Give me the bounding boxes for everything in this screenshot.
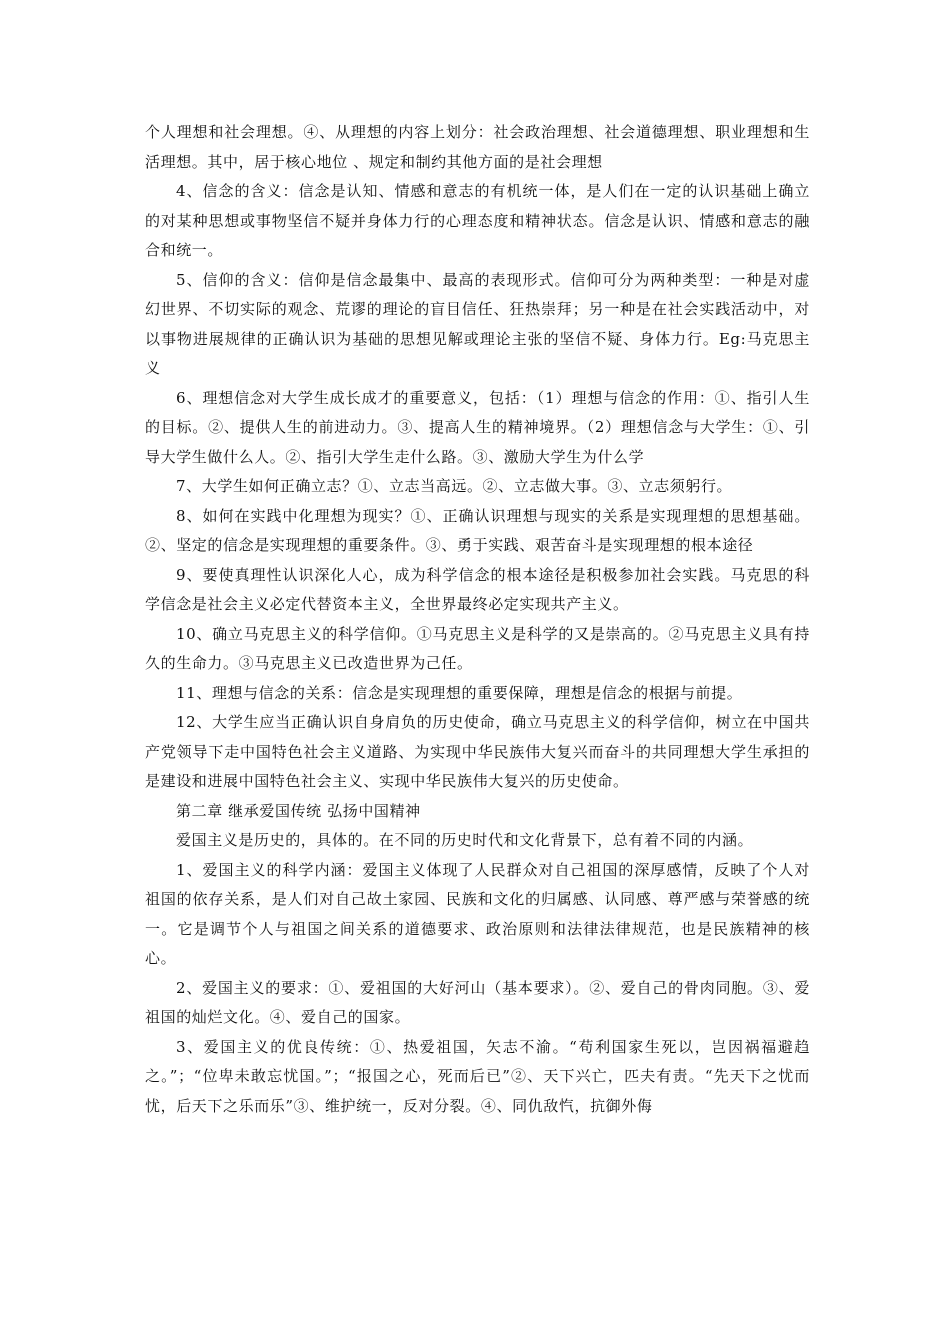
paragraph-setting-goals: 7、大学生如何正确立志？①、立志当高远。②、立志做大事。③、立志须躬行。 [176,477,733,495]
paragraph-ideal-to-reality: 8、如何在实践中化理想为现实？①、正确认识理想与现实的关系是实现理想的思想基础。②、坚定的信念是实现理想的重要条件。③、勇于实践、艰苦奋斗是实现理想的根本途径 [145,506,810,554]
paragraph-marxism-faith: 10、确立马克思主义的科学信仰。①马克思主义是科学的又是崇高的。②马克思主义具有持久的生命力。③马克思主义已改造世界为己任。 [145,624,810,672]
paragraph-historical-mission: 12、大学生应当正确认识自身肩负的历史使命，确立马克思主义的科学信仰，树立在中国共产党领导下走中国特色社会主义道路、为实现中华民族伟大复兴而奋斗的共同理想大学生承担的是建设和进展中国特色社会主义、实现中华民族伟大复兴的历史使命。 [145,713,810,790]
paragraph-patriotism-intro: 爱国主义是历史的，具体的。在不同的历史时代和文化背景下，总有着不同的内涵。 [176,831,754,849]
paragraph-continuation: 个人理想和社会理想。④、从理想的内容上划分：社会政治理想、社会道德理想、职业理想和生活理想。其中，居于核心地位 、规定和制约其他方面的是社会理想 [145,123,810,171]
paragraph-patriotism-requirements: 2、爱国主义的要求：①、爱祖国的大好河山（基本要求）。②、爱自己的骨肉同胞。③、爱祖国的灿烂文化。④、爱自己的国家。 [145,978,810,1026]
paragraph-belief-definition: 4、信念的含义：信念是认知、情感和意志的有机统一体，是人们在一定的认识基础上确立的对某种思想或事物坚信不疑并身体力行的心理态度和精神状态。信念是认识、情感和意志的融合和统一。 [145,182,810,259]
paragraph-ideal-belief-relation: 11、理想与信念的关系：信念是实现理想的重要保障，理想是信念的根据与前提。 [176,683,743,702]
paragraph-ideal-significance: 6、理想信念对大学生成长成才的重要意义，包括：（1）理想与信念的作用：①、指引人生的目标。②、提供人生的前进动力。③、提高人生的精神境界。（2）理想信念与大学生：①、引导大学生做什么人。②、指引大学生走什么路。③、激励大学生为什么学 [145,388,810,466]
chapter-heading: 第二章 继承爱国传统 弘扬中国精神 [176,801,421,820]
paragraph-patriotism-meaning: 1、爱国主义的科学内涵：爱国主义体现了人民群众对自己祖国的深厚感情，反映了个人对祖国的依存关系，是人们对自己故土家园、民族和文化的归属感、认同感、尊严感与荣誉感的统一。它是调节个人与祖国之间关系的道德要求、政治原则和法律法律规范，也是民族精神的核心。 [145,860,810,967]
paragraph-patriotism-traditions: 3、爱国主义的优良传统：①、热爱祖国，矢志不渝。“苟利国家生死以，岂因祸福避趋之。”；“位卑未敢忘忧国。”；“报国之心，死而后已”②、天下兴亡，匹夫有责。“先天下之忧而忧，后天下之乐而乐”③、维护统一，反对分裂。④、同仇敌忾，抗御外侮 [145,1037,810,1115]
paragraph-scientific-belief: 9、要使真理性认识深化人心，成为科学信念的根本途径是积极参加社会实践。马克思的科学信念是社会主义必定代替资本主义，全世界最终必定实现共产主义。 [145,565,810,613]
document-body [145,118,810,1121]
paragraph-faith-definition: 5、信仰的含义：信仰是信念最集中、最高的表现形式。信仰可分为两种类型：一种是对虚幻世界、不切实际的观念、荒谬的理论的盲目信任、狂热崇拜；另一种是在社会实践活动中，对以事物进展规律的正确认识为基础的思想见解或理论主张的坚信不疑、身体力行。Eg:马克思主义 [145,270,810,377]
